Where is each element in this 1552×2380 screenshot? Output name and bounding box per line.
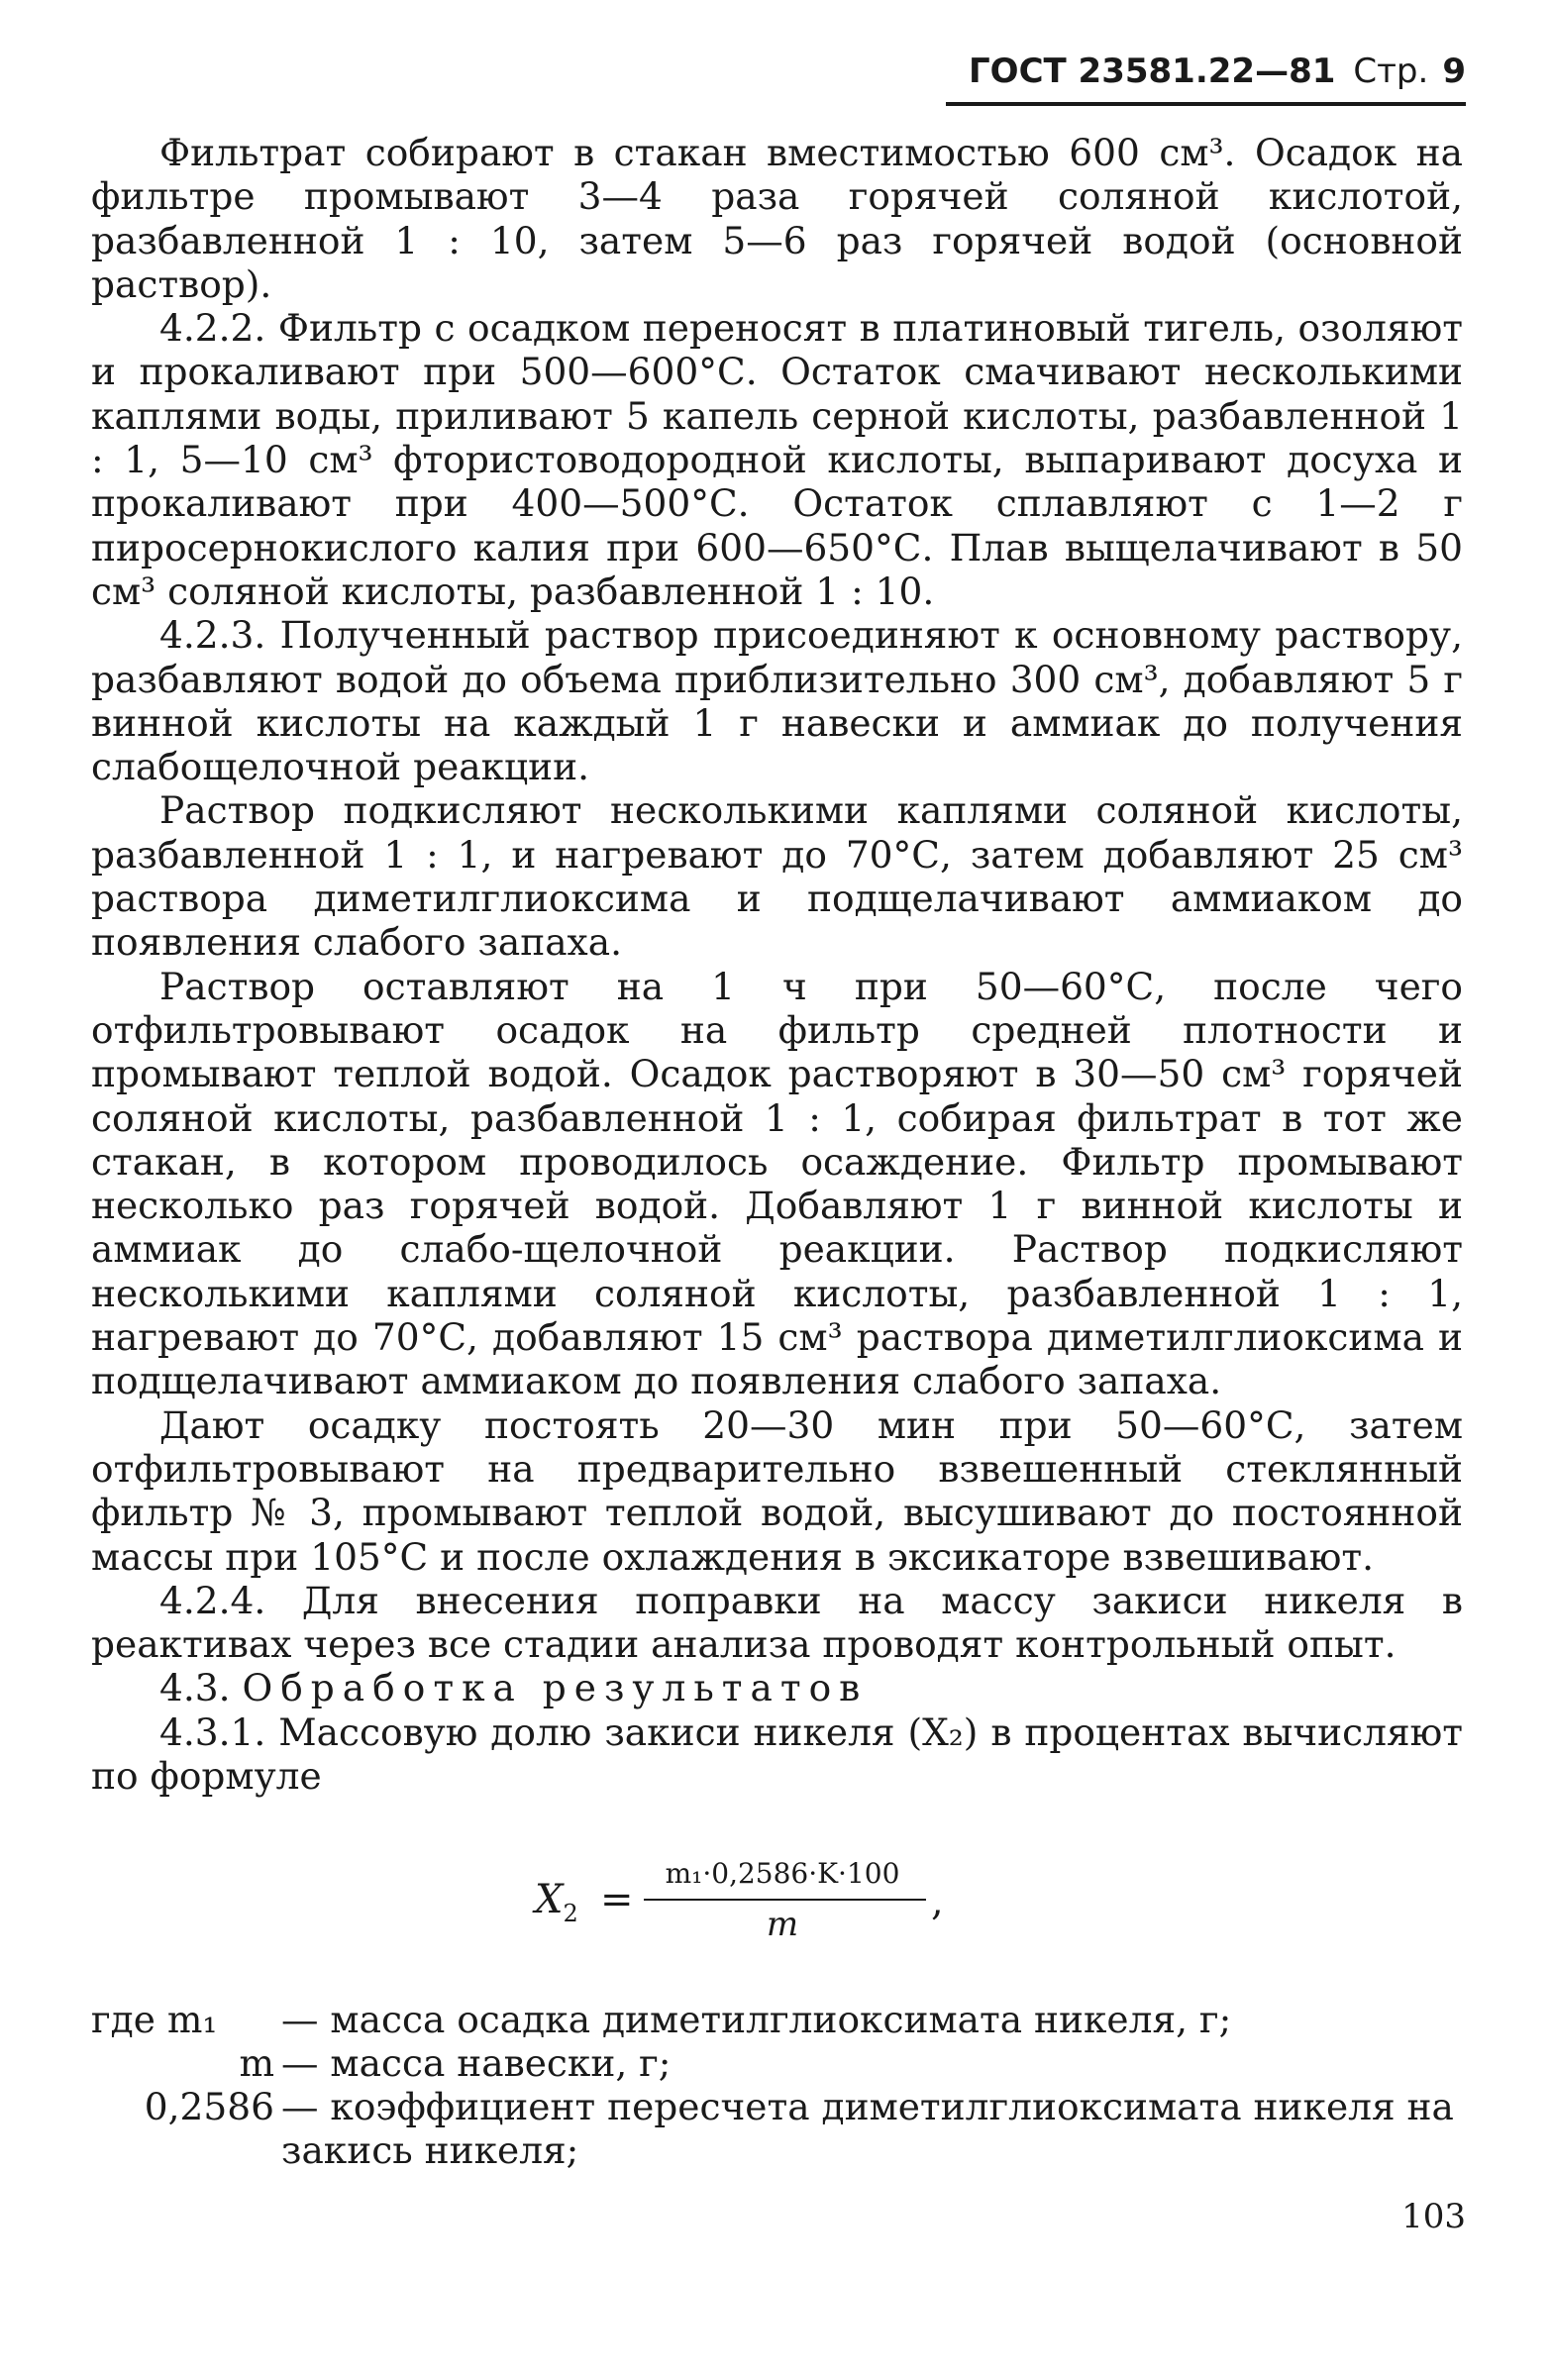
definition-item: [91, 1998, 1463, 2041]
definition-item: [91, 2128, 1463, 2172]
footer-page-number: 103: [1401, 2197, 1466, 2236]
formula: [535, 1857, 1070, 1976]
formula-lhs: [535, 1877, 578, 1927]
paragraph-filtering: Раствор оставляют на 1 ч при 50—60°С, после чего отфильтровывают осадок на фильтр средней плотности и промывают теплой водой. Осадок растворяют в 30—50 см³ горячей соляной кислоты, разбавленной 1 : 1, собирая фильтрат в тот же стакан, в котором проводилось осаждение. Фильтр промывают несколько раз горячей водой. Добавляют 1 г винной кислоты и аммиак до слабо-щелочной реакции. Раствор подкисляют несколькими каплями соляной кислоты, разбавленной 1 : 1, нагревают до 70°С, добавляют 15 см³ раствора диметилглиоксима и подщелачивают аммиаком до появления слабого запаха.: [91, 964, 1463, 1403]
definition-item: [91, 2085, 1463, 2128]
paragraph-4-2-2: 4.2.2. Фильтр с осадком переносят в платиновый тигель, озоляют и прокаливают при 500—600°С. Остаток смачивают несколькими каплями воды, приливают 5 капель серной кислоты, разбавленной 1 : 1, 5—10 см³ фтористоводородной кислоты, выпаривают досуха и прокаливают при 400—500°С. Остаток сплавляют с 1—2 г пиросернокислого калия при 600—650°С. Плав выщелачивают в 50 см³ соляной кислоты, разбавленной 1 : 10.: [91, 306, 1463, 613]
paragraph-4-2-3: 4.2.3. Полученный раствор присоединяют к основному раствору, разбавляют водой до объема приблизительно 300 см³, добавляют 5 г винной кислоты на каждый 1 г навески и аммиак до получения слабощелочной реакции.: [91, 613, 1463, 789]
section-number: 4.3.: [159, 1666, 231, 1710]
header-rule: [946, 102, 1466, 106]
standard-code: ГОСТ 23581.22—81: [969, 52, 1336, 91]
paragraph-acidify: Раствор подкисляют несколькими каплями соляной кислоты, разбавленной 1 : 1, и нагревают до 70°С, затем добавляют 25 см³ раствора диметилглиоксима и подщелачивают аммиаком до появления слабого запаха.: [91, 788, 1463, 965]
definition-text: [281, 1998, 1231, 2041]
definition-text: закись никеля;: [281, 2128, 579, 2172]
definition-desc: коэффициент пересчета диметилглиоксимата никеля на: [330, 2085, 1454, 2128]
formula-numerator: m₁·0,2586·K·100: [665, 1857, 900, 1890]
definition-text: [281, 2041, 671, 2085]
formula-comma: ,: [931, 1879, 944, 1924]
paragraph-filtrate: Фильтрат собирают в стакан вместимостью 600 см³. Осадок на фильтре промывают 3—4 раза горячей соляной кислотой, разбавленной 1 : 10, затем 5—6 раз горячей водой (основной раствор).: [91, 131, 1463, 306]
page-label: Стр.: [1353, 52, 1429, 91]
section-heading-4-3: [91, 1666, 1463, 1709]
definition-dash: —: [281, 2041, 319, 2085]
definition-desc: масса навески, г;: [330, 2041, 672, 2085]
paragraph-4-2-4: 4.2.4. Для внесения поправки на массу закиси никеля в реактивах через все стадии анализа проводят контрольный опыт.: [91, 1578, 1463, 1667]
definition-term: 0,2586: [144, 2085, 274, 2128]
paragraph-weighing: Дают осадку постоять 20—30 мин при 50—60°С, затем отфильтровывают на предварительно взвешенный стеклянный фильтр № 3, промывают теплой водой, высушивают до постоянной массы при 105°С и после охлаждения в эксикаторе взвешивают.: [91, 1402, 1463, 1579]
formula-denominator: m: [766, 1905, 799, 1944]
definitions-list: [91, 1998, 1463, 2172]
formula-equals: =: [600, 1877, 634, 1922]
section-title: Обработка результатов: [242, 1666, 869, 1710]
definition-desc: масса осадка диметилглиоксимата никеля, г;: [330, 1998, 1232, 2041]
formula-variable: X: [535, 1877, 564, 1922]
body-text: [91, 131, 1463, 1798]
header-page-number: 9: [1442, 52, 1466, 91]
definition-dash: —: [281, 2085, 319, 2128]
definition-item: [91, 2041, 1463, 2085]
definition-term: где m₁: [91, 1998, 218, 2041]
formula-subscript: 2: [563, 1900, 578, 1927]
page-header: [951, 52, 1466, 101]
fraction-bar: [644, 1899, 926, 1901]
definition-dash: —: [281, 1998, 319, 2041]
definition-text: [281, 2085, 1454, 2128]
paragraph-4-3-1: 4.3.1. Массовую долю закиси никеля (X₂) в процентах вычисляют по формуле: [91, 1709, 1463, 1798]
definition-term: m: [239, 2041, 274, 2085]
